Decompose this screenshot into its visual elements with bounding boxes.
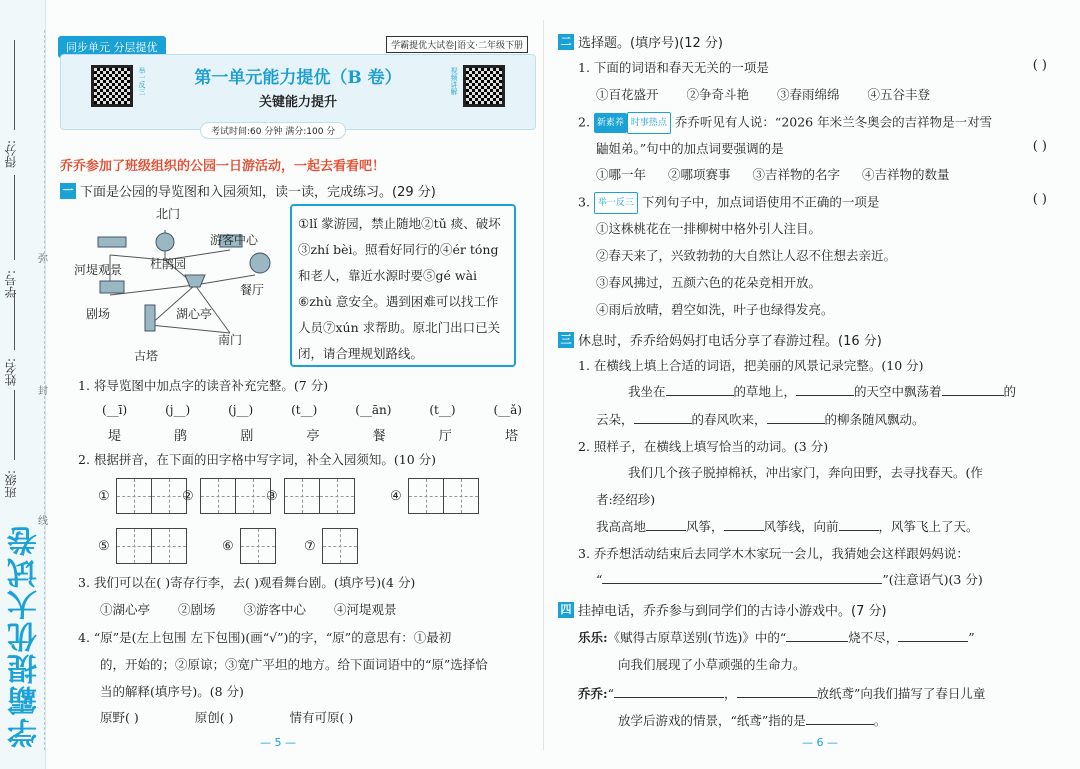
cut-mark: 弥 [38, 254, 48, 265]
left-page [50, 0, 540, 769]
r-question-2-line2: 鼬姐弟。”句中的加点词要强调的是 [596, 141, 784, 156]
question-3: 3. 我们可以在( )寄存行李，去( )观看舞台剧。(填序号)(4 分) [78, 575, 416, 590]
text: ” [968, 630, 975, 645]
hanzi-char: 塔 [504, 429, 518, 444]
speaker-label: 乔乔: [578, 686, 608, 701]
answer-blank[interactable]: 原创( ) [194, 710, 234, 725]
tianzige-cell[interactable] [240, 528, 276, 564]
park-notice: ①lǐ 䝉游园，禁止随地②tǔ 痰、破坏③zhí bèi。照看好同行的④ér tóng 和老人，靠近水源时要⑤gé wài ⑥zhù 意安全。遇到困难可以找工作人员⑦xún 求帮助。原北门出口已关闭，请合理规划路线。 [290, 204, 516, 367]
fill-blank[interactable] [839, 530, 879, 531]
writing-grid[interactable] [98, 478, 186, 514]
s3-q1-line1 [628, 382, 1016, 402]
map-label-azalea-garden: 杜鹃园 [150, 257, 187, 271]
fill-blank[interactable] [796, 395, 854, 396]
writing-grid[interactable] [266, 478, 354, 514]
s3-q1-line2 [596, 410, 925, 430]
speaker-label: 乐乐: [578, 630, 608, 645]
s4-lele-line2: 向我们展现了小草顽强的生命力。 [618, 657, 806, 672]
option: ④河堤观景 [334, 602, 397, 617]
tianzige-cell[interactable] [322, 528, 358, 564]
fill-blank[interactable] [602, 583, 882, 584]
answer-paren[interactable]: ( ) [1032, 192, 1047, 207]
fill-blank[interactable] [942, 395, 1004, 396]
hanzi-char: 鹃 [174, 429, 188, 444]
fill-blank[interactable] [767, 423, 825, 424]
qr-label: 视频讲解 [450, 67, 458, 95]
fill-blank[interactable] [666, 395, 734, 396]
fill-blank[interactable] [806, 724, 874, 725]
option: ②春天来了，兴致勃勃的大自然让人忍不住想去亲近。 [596, 248, 897, 263]
q4-words[interactable] [100, 708, 381, 726]
pinyin-blank[interactable]: (t__) [429, 403, 456, 417]
section-number: 四 [558, 602, 574, 618]
qr-code-icon[interactable] [463, 65, 505, 107]
text: 的草地上， [733, 384, 797, 399]
page-number: — 6 — [802, 736, 838, 749]
tianzige-cell[interactable] [319, 478, 355, 514]
r-question-1: 1. 下面的词语和春天无关的一项是 [578, 60, 769, 75]
s3-q2-author: 者:经绍珍) [596, 492, 656, 507]
option: ④雨后放晴，碧空如洗，叶子也绿得发亮。 [596, 302, 834, 317]
text: 风筝线，向前 [763, 519, 839, 534]
map-label-restaurant: 餐厅 [240, 283, 265, 297]
r-q2-options [596, 165, 978, 183]
grid-number: ⑥ [222, 538, 234, 554]
option: ③吉祥物的名字 [752, 167, 841, 182]
map-label-south-gate: 南门 [218, 333, 243, 347]
student-id-label: 学号: [4, 270, 18, 299]
text: 的天空中飘荡着 [854, 384, 942, 399]
q3-options [100, 600, 425, 618]
cut-line [44, 30, 45, 750]
option: ③春雨绵绵 [777, 87, 840, 102]
tianzige-cell[interactable] [443, 478, 479, 514]
tianzige-cell[interactable] [200, 478, 236, 514]
hanzi-char: 餐 [372, 429, 386, 444]
fill-blank[interactable] [634, 423, 692, 424]
open-quote: “ [596, 572, 603, 587]
s3-question-1: 1. 在横线上填上合适的词语，把美丽的风景记录完整。(10 分) [578, 358, 924, 373]
section-heading [558, 600, 887, 619]
text: 《赋得古原草送别(节选)》中的“ [607, 630, 787, 645]
answer-paren[interactable]: ( ) [1032, 139, 1047, 154]
option: ②剧场 [178, 602, 216, 617]
page-number: — 5 — [260, 736, 296, 749]
hanzi-char: 亭 [306, 429, 320, 444]
hanzi-char: 堤 [108, 429, 122, 444]
section-number: 二 [558, 34, 574, 50]
text: 的 [1003, 384, 1017, 399]
option: ②哪项赛事 [668, 167, 731, 182]
s4-qiaoqiao-line1 [578, 684, 985, 704]
pinyin-blank[interactable]: (j__) [228, 403, 254, 417]
tianzige-cell[interactable] [408, 478, 444, 514]
s3-q3-answer-line [596, 570, 983, 590]
map-label-ancient-tower: 古塔 [134, 349, 159, 363]
option: ①湖心亭 [100, 602, 151, 617]
writing-grid[interactable] [390, 478, 478, 514]
section-number: 三 [558, 332, 574, 348]
section-text: 选择题。(填序号)(12 分) [578, 36, 723, 51]
map-label-north-gate: 北门 [156, 207, 181, 221]
grid-number: ⑤ [98, 538, 110, 554]
grid-number: ① [98, 488, 110, 504]
right-page [550, 0, 1075, 769]
binding-spine [0, 0, 46, 769]
section-text: 下面是公园的导览图和入园须知，读一读，完成练习。(29 分) [80, 185, 436, 200]
grid-number: ④ [390, 488, 402, 504]
brand-logo: 学霸提优大试卷 [8, 524, 43, 748]
section-number: 一 [60, 183, 76, 199]
tianzige-cell[interactable] [284, 478, 320, 514]
pinyin-answer-row[interactable] [102, 403, 522, 417]
class-label: 班级: [4, 470, 18, 499]
score-label: 得分: [4, 140, 18, 169]
r-q3-text: 下列句子中，加点词语使用不正确的一项是 [641, 194, 880, 210]
cut-mark: 线 [38, 516, 48, 527]
class-line [14, 390, 15, 460]
r-question-3: 3. 举一反三 下列句子中，加点词语使用不正确的一项是 [578, 192, 879, 214]
option: ④吉祥物的数量 [862, 167, 950, 182]
s3-q2-line3 [596, 517, 979, 537]
question-2: 2. 根据拼音，在下面的田字格中写字词，补全入园须知。(10 分) [78, 452, 437, 467]
map-label-riverbank: 河堤观景 [74, 263, 123, 277]
page-title: 第一单元能力提优（B 卷） [194, 68, 402, 88]
text: 烧不尽， [848, 630, 899, 645]
student-id-line [14, 175, 15, 260]
r-question-2-line1: 2. 新素养 时事热点 乔乔听见有人说：“2026 年米兰冬奥会的吉祥物是一对雪 [578, 112, 992, 134]
text: 。 [873, 713, 887, 728]
page-divider [543, 20, 544, 750]
hanzi-char: 剧 [240, 429, 254, 444]
question-4-line2: 的，开始的；②原谅；③宽广平坦的地方。给下面词语中的“原”选择恰 [100, 657, 488, 672]
fill-blank[interactable] [898, 641, 968, 642]
option: ③游客中心 [243, 602, 307, 617]
map-label-visitor-center: 游客中心 [210, 233, 259, 247]
grid-number: ③ [266, 488, 278, 504]
option: ①百花盛开 [596, 87, 659, 102]
fill-blank[interactable] [646, 530, 686, 531]
text: ”(注意语气)(3 分) [882, 572, 983, 587]
fill-blank[interactable] [737, 697, 817, 698]
text: “ [607, 686, 615, 701]
option: ①这株桃花在一排柳树中格外引人注目。 [596, 221, 822, 236]
text: 放学后游戏的情景，“纸鸢”指的是 [618, 713, 806, 728]
answer-blank[interactable]: 原野( ) [100, 710, 139, 725]
answer-paren[interactable]: ( ) [1032, 58, 1047, 73]
r-q2-text: 乔乔听见有人说：“2026 年米兰冬奥会的吉祥物是一对雪 [674, 114, 993, 130]
tianzige-cell[interactable] [116, 528, 152, 564]
pinyin-blank[interactable]: (j__) [165, 403, 191, 417]
option: ③春风拂过，五颜六色的花朵竞相开放。 [596, 275, 822, 290]
answer-blank[interactable]: 情有可原( ) [289, 710, 354, 725]
s3-q2-example: 我们几个孩子脱掉棉袄，冲出家门，奔向田野，去寻找春天。(作 [628, 465, 983, 480]
title-banner [60, 54, 536, 130]
map-label-theater: 剧场 [86, 307, 111, 321]
name-line [14, 290, 15, 350]
text: 风筝， [686, 519, 724, 534]
text: 我坐在 [628, 384, 666, 399]
text: 放纸鸢”向我们描写了春日儿童 [816, 686, 986, 701]
text: ，风筝飞上了天。 [878, 519, 979, 534]
cut-mark: 封 [38, 386, 48, 397]
writing-grid[interactable] [222, 528, 275, 564]
pinyin-blank[interactable]: (__ǎ) [493, 403, 522, 417]
hanzi-row [108, 425, 518, 444]
exam-info: 考试时间:60 分钟 满分:100 分 [200, 122, 346, 139]
tianzige-cell[interactable] [116, 478, 152, 514]
r-q1-options [596, 85, 958, 103]
pinyin-blank[interactable]: (__ī) [102, 403, 128, 417]
text: 我高高地 [596, 519, 647, 534]
option: ②争奇斗艳 [686, 87, 750, 102]
option: ①哪一年 [596, 167, 647, 182]
new-literacy-badge: 新素养 [594, 113, 627, 133]
grid-number: ⑦ [304, 538, 316, 554]
s4-qiaoqiao-line2 [618, 711, 886, 731]
question-1: 1. 将导览图中加点字的读音补充完整。(7 分) [78, 378, 329, 393]
s3-question-3: 3. 乔乔想活动结束后去同学木木家玩一会儿，我猜她会这样跟妈妈说： [578, 546, 969, 561]
question-4-line1: 4. “原”是(左上包围 左下包围)(画“√”)的字，“原”的意思有：①最初 [78, 630, 452, 645]
section-heading [558, 330, 882, 349]
qr-label: 举一反三 [138, 67, 146, 95]
question-4-line3: 当的解释(填序号)。(8 分) [100, 684, 244, 699]
text: 的春风吹来， [691, 412, 767, 427]
current-events-badge: 时事热点 [627, 112, 671, 134]
grid-number: ② [182, 488, 194, 504]
writing-grid[interactable] [98, 528, 186, 564]
section-heading [558, 32, 723, 51]
fill-blank[interactable] [724, 530, 764, 531]
text: ， [724, 686, 737, 701]
section-text: 挂掉电话，乔乔参与到同学们的古诗小游戏中。(7 分) [578, 604, 887, 619]
section-text: 休息时，乔乔给妈妈打电话分享了春游过程。(16 分) [578, 334, 882, 349]
s4-lele-line1 [578, 628, 975, 648]
text: 的柳条随风飘动。 [824, 412, 925, 427]
writing-grid[interactable] [182, 478, 270, 514]
tianzige-cell[interactable] [151, 528, 187, 564]
text: 云朵， [596, 412, 634, 427]
score-line [14, 40, 15, 130]
name-label: 姓名: [4, 358, 18, 387]
series-tag: 学霸提优大试卷|语文·二年级下册 [386, 36, 528, 53]
fill-blank[interactable] [786, 641, 848, 642]
hanzi-char: 厅 [438, 429, 452, 444]
s3-question-2: 2. 照样子，在横线上填写恰当的动词。(3 分) [578, 439, 829, 454]
practice-badge: 举一反三 [594, 192, 638, 214]
map-label-lake-pavilion: 湖心亭 [176, 307, 213, 321]
unit-tag: 同步单元 分层提优 [58, 36, 166, 58]
intro-text: 乔乔参加了班级组织的公园一日游活动，一起去看看吧！ [60, 159, 386, 174]
page-subtitle: 关键能力提升 [258, 95, 337, 110]
pinyin-blank[interactable]: (t__) [291, 403, 318, 417]
option: ④五谷丰登 [867, 87, 931, 102]
writing-grid[interactable] [304, 528, 357, 564]
section-heading [60, 181, 436, 200]
fill-blank[interactable] [614, 697, 724, 698]
pinyin-blank[interactable]: (__ān) [355, 403, 392, 417]
